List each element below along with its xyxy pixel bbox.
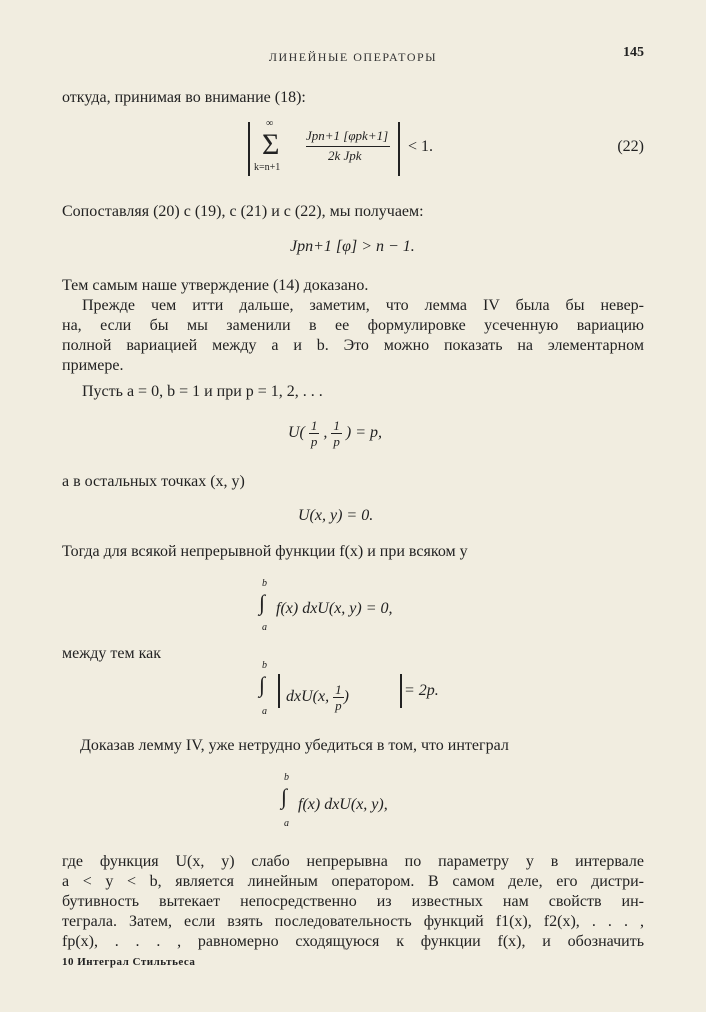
fraction-line	[306, 146, 390, 147]
integral-3-body: f(x) dxU(x, y),	[298, 796, 388, 813]
paragraph-1-line-1: Прежде чем итти дальше, заметим, что лемма IV была бы невер-	[82, 297, 644, 314]
page-number: 145	[623, 45, 644, 60]
equation-22	[248, 118, 458, 180]
text-line-7: между тем как	[62, 645, 162, 662]
integral-1-body: f(x) dxU(x, y) = 0,	[276, 600, 393, 617]
paragraph-1-line-4: примере.	[62, 357, 124, 374]
paragraph-2-line-3: бутивность вытекает непосредственно из известных нам свойств ин-	[62, 893, 644, 910]
equation-U-zero: U(x, y) = 0.	[298, 507, 374, 524]
integral-2-body: dxU(x, $\frac{1}{p}$ )	[286, 682, 349, 713]
paragraph-2-line-5: fp(x), . . . , равномерно сходящуюся к функции f(x), и обозначить	[62, 933, 644, 950]
paragraph-2-line-1: где функция U(x, y) слабо непрерывна по параметру y в интервале	[62, 853, 644, 870]
fraction-1-over-p-b: $\frac{1}{p}$	[333, 418, 340, 449]
eq-U-left: U(	[288, 424, 305, 442]
integral-1-sign: ∫	[259, 590, 266, 615]
text-line-2: Сопоставляя (20) с (19), с (21) и с (22), мы получаем:	[62, 203, 424, 220]
integral-2-lower: a	[262, 706, 267, 717]
integral-2-upper: b	[262, 660, 267, 671]
text-line-5: а в остальных точках (x, y)	[62, 473, 245, 490]
paragraph-2-line-4: теграла. Затем, если взять последовательность функций f1(x), f2(x), . . . ,	[62, 913, 644, 930]
sum-symbol: Σ	[262, 128, 280, 161]
equation-U-p: U( $\frac{1}{p}$ , $\frac{1}{p}$ ) = p,	[288, 418, 383, 449]
integral-3-upper: b	[284, 772, 289, 783]
fraction-1-over-p-a: $\frac{1}{p}$	[310, 418, 318, 449]
fraction-denominator: 2k Jpk	[328, 148, 362, 163]
text-line-6: Тогда для всякой непрерывной функции f(x) и при всяком y	[62, 543, 468, 560]
integral-1-lower: a	[262, 622, 267, 633]
fraction-1-over-p-c: $\frac{1}{p}$	[335, 682, 342, 713]
footer-signature: 10 Интеграл Стильтьеса	[62, 956, 196, 968]
integral-1-upper: b	[262, 578, 267, 589]
integral-2-rhs: = 2p.	[404, 682, 439, 699]
integral-3-lower: a	[284, 818, 289, 829]
running-header: ЛИНЕЙНЫЕ ОПЕРАТОРЫ	[268, 50, 438, 64]
integral-2-sign: ∫	[259, 672, 266, 697]
text-line-1: откуда, принимая во внимание (18):	[62, 89, 306, 106]
text-line-3: Тем самым наше утверждение (14) доказано.	[62, 277, 369, 294]
integral-3-sign: ∫	[281, 784, 288, 809]
integral-2-abs-left	[278, 674, 280, 708]
abs-bar-right	[398, 122, 400, 176]
equation-J: Jpn+1 [φ] > n − 1.	[290, 238, 415, 255]
equation-label: (22)	[617, 138, 644, 155]
eq-U-right: ) = p,	[345, 424, 383, 442]
paragraph-2-line-2: a < y < b, является линейным оператором. В самом деле, его дистри-	[62, 873, 644, 890]
abs-bar-left	[248, 122, 250, 176]
text-line-4: Пусть a = 0, b = 1 и при p = 1, 2, . . .	[82, 383, 323, 400]
text-line-8: Доказав лемму IV, уже нетрудно убедиться в том, что интеграл	[80, 737, 509, 754]
paragraph-1-line-2: на, если бы мы заменили в ее формулировке усеченную вариацию	[62, 317, 644, 334]
integral-2-abs-right	[400, 674, 402, 708]
fraction-numerator: Jpn+1 [φpk+1]	[306, 128, 389, 143]
sum-upper-limit: ∞	[266, 118, 274, 129]
sum-lower-limit: k=n+1	[254, 162, 281, 173]
inequality-rhs: < 1.	[408, 138, 434, 155]
paragraph-1-line-3: полной вариацией между a и b. Это можно показать на элементарном	[62, 337, 644, 354]
